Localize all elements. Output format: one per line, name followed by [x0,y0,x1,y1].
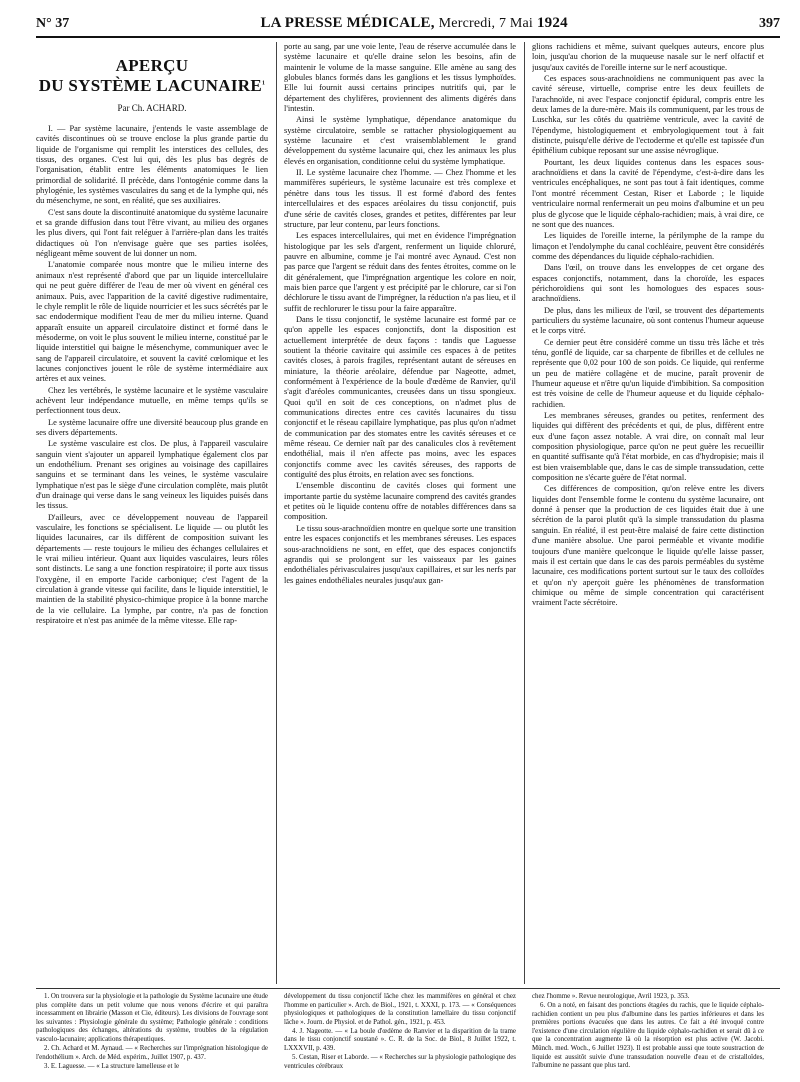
issue-date: Mercredi, 7 Mai [438,16,534,31]
footnote: 5. Cestan, Riser et Laborde. — « Recherches sur la physiologie pathologique des ventricules cérébraux [284,1054,516,1070]
paragraph: Ainsi le système lymphatique, dépendance anatomique du système circulatoire, semble se rattacher physiologiquement au système lacunaire et c'est vraisemblablement le grand développement du système lacunaire qui, chez les animaux les plus élevés en organisation, conditionne celui du système lymphatique. [284,115,516,166]
paragraph: Le tissu sous-arachnoïdien montre en quelque sorte une transition entre les espaces conjonctifs et les membranes séreuses. Les espaces sous-arachnoïdiens ne sont, en effet, que des espaces conjonctifs agrandis qui se prolongent sur les vaisseaux par les gaines endothéliales périvasculaires jusqu'aux capillaires, et sur les nerfs par les gaines endothéliales neurales jusqu'aux gan- [284,523,516,585]
page-number: 397 [759,16,780,31]
paragraph: L'anatomie comparée nous montre que le milieu interne des animaux n'est représenté d'abord que par un liquide intercellulaire qui ne peut guère différer de l'eau de mer où vivent en général ces animaux. Puis, avec l'apparition de la cavité digestive rudimentaire, le chyle remplit le rôle de liquide nourricier et les sucs sécrétés par le sac endodermique modifient l'eau de mer du milieu interne. Quand apparaît ensuite un appareil circulatoire distinct et formé dans le mésoderme, on voit le plus souvent le milieu interne, constitué par le liquide interstitiel qui baigne le mésenchyme, communiquer avec le sang de l'appareil circulatoire, et souvent la cavité cœlomique et les lacunes conjonctives jouent le rôle de système intermédiaire aux artères et aux veines. [36,260,268,384]
paragraph: Ces espaces sous-arachnoïdiens ne communiquent pas avec la cavité séreuse, virtuelle, comprise entre les deux feuillets de l'arachnoïde, ni avec l'espace conjonctif épidural, compris entre les deux lames de la dure-mère. Mais ils communiquent, par les trous de Luschka, sur les côtés du quatrième ventricule, avec la cavité de l'épendyme, histologiquement et embryologiquement tout à fait distincte, puisqu'elle dérive de l'ectoderme et qu'elle est tapissée d'un épithélium cubique reposant sur une assise névroglique. [532,74,764,156]
paragraph: Les membranes séreuses, grandes ou petites, renferment des liquides qui diffèrent des précédents et qui, de plus, diffèrent entre eux d'une façon assez notable. A vrai dire, on connaît mal leur composition physiologique, parce qu'on ne peut guère les recueillir en quantité suffisante qu'à l'état morbide, en cas d'hydropisie; mais il est bien vraisemblable que, dans le cas de simple transsudation, cette composition ne s'écarte guère de l'état normal. [532,411,764,483]
paragraph: glions rachidiens et même, suivant quelques auteurs, encore plus loin, jusqu'au chorion de la muqueuse nasale sur le nerf olfactif et jusqu'aux cavités de l'oreille interne sur le nerf acoustique. [532,42,764,72]
issue-number: N° 37 [36,16,70,31]
paragraph: Chez les vertébrés, le système lacunaire et le système vasculaire achèvent leur indépendance mutuelle, en même temps qu'ils se perfectionnent tous deux. [36,385,268,416]
footnote-ref: 1 [261,80,266,87]
text-column-2 [284,42,516,984]
footnotes-1-list [36,993,268,1071]
paragraph: I. — Par système lacunaire, j'entends le vaste assemblage de cavités discontinues où se trouve enclose la plus grande partie du liquide de l'organisme qui remplit les interstices des cellules, des tissus, des organes. C'est lui qui, dès les plus bas degrés de l'organisation, établit entre les éléments anatomiques le lien primordial de solidarité. Il précède, dans l'ontogénie comme dans la phylogénie, les systèmes vasculaires du sang et de la lymphe qui, nés du mésenchyme, ne sont, en réalité, que ses auxiliaires. [36,124,268,206]
paragraph: C'est sans doute la discontinuité anatomique du système lacunaire et sa grande diffusion dans tout l'être vivant, au milieu des organes les plus divers, qui l'ont fait reléguer à l'arrière-plan dans les traités didactiques où l'on n'envisage guère que ses parties isolées, négligeant même souvent de lui donner un nom. [36,207,268,259]
paragraph: Le système vasculaire est clos. De plus, à l'appareil vasculaire sanguin vient s'ajouter un appareil lymphatique également clos par un endothélium. Prenant ses origines au voisinage des capillaires sanguins et se terminant dans les veines, le système vasculaire lymphatique n'est pas le siège d'une circulation complète, mais plutôt d'un drainage qui verse dans le sang veineux les liquides puisés dans les tissus. [36,439,268,511]
footnotes-3-list [532,993,764,1071]
header-rule [36,36,780,38]
paragraph: Les liquides de l'oreille interne, la périlymphe de la rampe du limaçon et l'endolymphe du canal cochléaire, peuvent être considérés comme des dépendances du liquide céphalo-rachidien. [532,231,764,261]
footnotes [36,993,780,1074]
footnote-rule [36,988,780,989]
paragraph: Ces différences de composition, qu'on relève entre les divers liquides dont l'ensemble forme le contenu du système lacunaire, ont donné à penser que la production de ces liquides était due à une sécrétion de la paroi plutôt qu'à la simple transsudation du plasma sanguin. En réalité, il est peut-être malaisé de faire cette distinction d'une manière absolue. Une paroi perméable et vivante modifie toujours d'une manière quelconque le liquide qu'elle laisse passer, mais il est certain que dans le cas des parois perméables du système lacunaire, ces modifications portent surtout sur le taux des colloïdes et qu'on n'y aperçoit guère les phénomènes de transformation chimique ou même de simple concentration qui caractérisent vraiment l'acte sécrétoire. [532,484,764,608]
column-3-paragraphs [532,42,764,609]
journal-title [260,14,567,33]
paragraph: Les espaces intercellulaires, qui met en évidence l'imprégnation histologique par les sels d'argent, renferment un liquide chloruré, pauvre en albumine, comme je l'ai montré avec Aynaud. C'est non pas parce que l'argent se réduit dans des fentes étroites, comme on le dit généralement, que l'imprégnation argentique les colore en noir, mais bien parce que l'argent y est précipité par le chlorure, car si l'on déchlorure le tissu avant de l'imprégner, la réduction n'a pas lieu, et il suffit de rechlorurer le tissu pour la faire apparaître. [284,231,516,313]
newspaper-page [36,14,780,1074]
footnote: chez l'homme ». Revue neurologique, Avril 1923, p. 353. [532,993,690,1000]
paragraph: Pourtant, les deux liquides contenus dans les espaces sous-arachnoïdiens et dans la cavité de l'épendyme, c'est-à-dire dans les ventricules encéphaliques, ne sont pas tout à fait identiques, comme l'ont montré récemment Cestan, Riser et Laborde ; le liquide ventriculaire normal renfermerait un peu moins d'albumine et un peu plus de glycose que le liquide céphalo-rachidien; mais, à vrai dire, ce ne sont que des nuances. [532,157,764,229]
article-title [36,56,268,96]
footnotes-column-1 [36,993,268,1072]
paragraph: D'ailleurs, avec ce développement nouveau de l'appareil vasculaire, les fonctions se spécialisent. Le liquide — ou plutôt les liquides lacunaires, car ils diffèrent de composition suivant les départements — reste toujours le milieu des échanges cellulaires et le vrai milieu intérieur. Quant aux liquides vasculaires, leurs rôles sont distincts. Le sang a une fonction respiratoire; il porte aux tissus l'oxygène, il en emporte l'acide carbonique; c'est l'agent de la circulation à grande vitesse qui facilite, dans le liquide interstitiel, le maintien de la stabilité physico-chimique propice à la bonne marche de la vie cellulaire. La lymphe, par contre, n'a pas de fonction respiratoire et n'est pas animée de la même vitesse. Elle rap- [36,512,268,626]
footnote: 6. On a noté, en faisant des ponctions étagées du rachis, que le liquide céphalo-rachidien contient un peu plus d'albumine dans les parties inférieures et dans les premières portions évacuées que dans les autres. Ce fait a été invoqué contre l'existence d'une circulation régulière du liquide céphalo-rachidien et serait dû à ce que la concentration augmente là où la résorption est plus active (W. Jacobi. Münch. med. Woch., 6 Juillet 1923). Il est probable aussi que toute soustraction de liquide est aussitôt suivie d'une transsudation nouvelle d'eau et de cristalloïdes, l'albumine ne passant que plus tard. [532,1002,764,1070]
paragraph: Le système lacunaire offre une diversité beaucoup plus grande en ses divers départements. [36,417,268,437]
footnote: 3. E. Laguesse. — « La structure lamelleuse et le [44,1062,180,1070]
paragraph: Dans l'œil, on trouve dans les enveloppes de cet organe des espaces conjonctifs, notamment, dans la choroïde, les espaces périchoroïdiens qui sont les homologues des espaces sous-arachnoïdiens. [532,263,764,304]
paragraph: porte au sang, par une voie lente, l'eau de réserve accumulée dans le système lacunaire et qu'elle draine selon les besoins, afin de maintenir le volume de la masse sanguine. Elle amène au sang des globules blancs formés dans les ganglions et les tissus lymphoïdes. Elle lui fournit aussi certains principes nutritifs qui, par le département des chylifères, proviennent des aliments digérés dans l'intestin. [284,42,516,114]
footnote: 4. J. Nageotte. — « La boule d'œdème de Ranvier et la disparition de la trame dans le tissu conjonctif soustané ». C. R. de la Soc. de Biol., 8 Juillet 1922, t. LXXXVII, p. 439. [284,1027,516,1053]
text-column-3 [532,42,764,984]
column-2-paragraphs [284,42,516,586]
text-column-1 [36,42,268,984]
article-title-line-2: DU SYSTÈME LACUNAIRE [38,76,262,95]
footnote: 1. On trouvera sur la physiologie et la pathologie du Système lacunaire une étude plus complète dans un petit volume que nous venons d'écrire et qui paraîtra incessamment en librairie (Masson et Cie, éditeurs). Les divisions de l'ouvrage sont les suivantes : Physiologie générale du système; Pathologie générale : conditions pathologiques des échanges, altérations du système, troubles de la régulation vasculo-lacunaire; applications thérapeutiques. [36,993,268,1043]
journal-name: LA PRESSE MÉDICALE, [260,15,435,31]
paragraph: Ce dernier peut être considéré comme un tissu très lâche et très ténu, gonflé de liquide, car sa charpente de fibrilles et de cellules ne représente que 0,02 pour 100 de son poids. Ce liquide, qui renferme un peu de matière collagène et de mucine, paraît provenir de l'humeur aqueuse et n'être qu'un liquide d'imbibition. Sa composition est très voisine de celle de l'humeur aqueuse et du liquide céphalo-rachidien. [532,337,764,409]
footnotes-column-3 [532,993,764,1071]
issue-year: 1924 [536,15,568,31]
column-divider [524,42,525,984]
running-header [36,14,780,33]
paragraph: Dans le tissu conjonctif, le système lacunaire est formé par ce qu'on appelle les espaces conjonctifs, dont la disposition est actuellement interprétée de deux façons : tandis que Laguesse soutient la théorie cavitaire qui assimile ces espaces à de petites cavités closes, à parois fragiles, représentant autant de séreuses en miniature, la théorie aréolaire, défendue par Nageotte, admet, conformément à l'expérience de la boule d'œdème de Ranvier, qu'il s'agit d'aréoles communicantes, creusées dans un tissu spongieux. Quoi qu'il en soit de ces conceptions, on n'admet plus de communications directes entre ces cavités lacunaires du tissu conjonctif et le réseau capillaire lymphatique, pas plus qu'on n'admet de communication par des stomates entre les cavités séreuses et ce même réseau. Ce dernier naît par des canalicules clos à revêtement endothélial, mais il n'en affecte pas moins, avec les espaces conjonctifs comme avec les cavités séreuses, des rapports de contiguïté des plus étroits, en relation avec ses fonctions. [284,314,516,480]
column-1-paragraphs [36,124,268,627]
footnote: développement du tissu conjonctif lâche chez les mammifères en général et chez l'homme en particulier ». Arch. de Biol., 1921, t. XXXI, p. 173. — « Conséquences physiologiques et pathologiques de la constitution lamellaire du tissu conjonctif lâche ». Journ. de Physiol. et de Pathol. gén., 1921, p. 453. [284,993,516,1026]
article-body [36,42,780,984]
article-title-line-1: APERÇU [115,56,189,75]
footnotes-column-2 [284,993,516,1072]
footnote: 2. Ch. Achard et M. Aynaud. — « Recherches sur l'imprégnation histologique de l'endothélium ». Arch. de Méd. expérim., Juillet 1907, p. 437. [36,1045,268,1061]
paragraph: L'ensemble discontinu de cavités closes qui forment une importante partie du système lacunaire comprend des cavités grandes et petites où le liquide contenu offre de notables différences dans sa composition. [284,481,516,522]
paragraph: II. Le système lacunaire chez l'homme. — Chez l'homme et les mammifères supérieurs, le système lacunaire est très complexe et pénètre dans tous les tissus. Il est formé d'abord des fentes intercellulaires et des espaces aréolaires du tissu conjonctif, puis d'une série de cavités closes, grandes et petites, différentes par leur structure, par leur contenu, par leurs fonctions. [284,168,516,229]
paragraph: De plus, dans les milieux de l'œil, se trouvent des départements particuliers du système lacunaire, où sont contenus l'humeur aqueuse et le corps vitré. [532,305,764,336]
footnotes-2-list [284,993,516,1071]
article-author: Par Ch. ACHARD. [117,103,187,113]
column-divider [276,42,277,984]
